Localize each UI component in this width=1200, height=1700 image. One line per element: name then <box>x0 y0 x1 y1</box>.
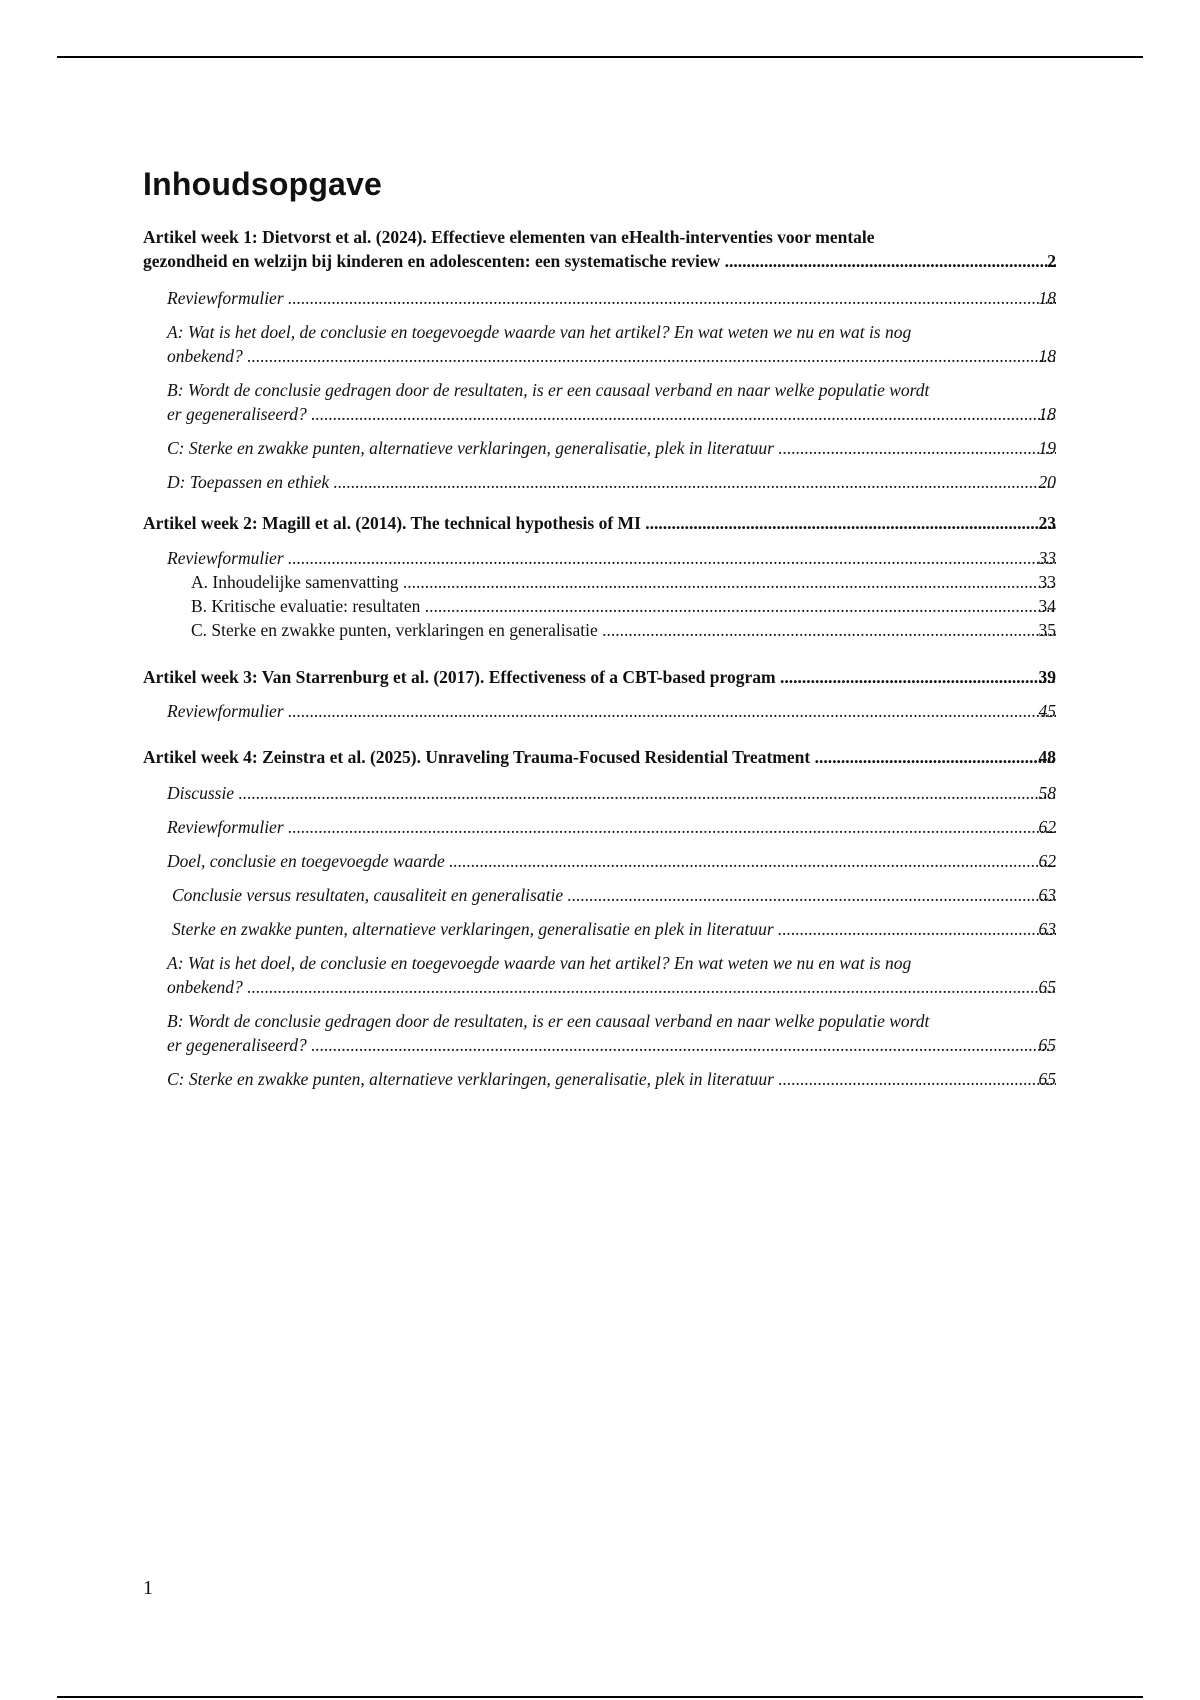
toc-entry-text: Reviewformulier <box>167 701 284 721</box>
toc-entry-page: 35 <box>1038 620 1056 640</box>
toc-entry-text: onbekend? <box>167 346 243 366</box>
toc-entry-page: 33 <box>1038 548 1056 568</box>
toc-entry-text: A. Inhoudelijke samenvatting <box>191 572 399 592</box>
footer-rule <box>57 1696 1143 1698</box>
toc-entry-text: Reviewformulier <box>167 817 284 837</box>
toc-entry[interactable] <box>143 320 1056 368</box>
toc-entry[interactable] <box>143 570 1056 594</box>
toc-entry-text: Sterke en zwakke punten, alternatieve verklaringen, generalisatie en plek in literatuur <box>172 919 774 939</box>
toc-entry[interactable] <box>143 883 1056 907</box>
toc-entry-page: 18 <box>1038 288 1056 308</box>
toc-entry[interactable] <box>143 745 1056 769</box>
toc-entry-page: 20 <box>1038 472 1056 492</box>
toc-entry-page: 62 <box>1038 817 1056 837</box>
toc-entry[interactable] <box>143 594 1056 618</box>
toc-entry-text: er gegeneraliseerd? <box>167 1035 307 1055</box>
toc-entry-page: 48 <box>1038 747 1056 767</box>
toc-title: Inhoudsopgave <box>143 166 383 202</box>
toc-entry[interactable] <box>143 436 1056 460</box>
toc-entry[interactable] <box>143 815 1056 839</box>
toc-entry-page: 63 <box>1038 919 1056 939</box>
toc-entry-page: 18 <box>1038 346 1056 366</box>
toc-entry-page: 19 <box>1038 438 1056 458</box>
toc-entry-page: 18 <box>1038 404 1056 424</box>
toc-entry-page: 65 <box>1038 977 1056 997</box>
toc-entry[interactable] <box>143 546 1056 570</box>
toc-entry-text: Reviewformulier <box>167 288 284 308</box>
toc-entry-text: gezondheid en welzijn bij kinderen en adolescenten: een systematische review <box>143 251 721 271</box>
toc-entry[interactable] <box>143 511 1056 535</box>
toc-entry-page: 65 <box>1038 1035 1056 1055</box>
toc-entry-text-line1: B: Wordt de conclusie gedragen door de resultaten, is er een causaal verband en naar welke populatie wordt <box>167 380 930 400</box>
toc-entry[interactable] <box>143 951 1056 999</box>
toc-entry-text: C: Sterke en zwakke punten, alternatieve verklaringen, generalisatie, plek in literatuur <box>167 438 774 458</box>
toc-entry-text: Artikel week 3: Van Starrenburg et al. (2017). Effectiveness of a CBT-based program <box>143 667 776 687</box>
toc-entry-text: Artikel week 2: Magill et al. (2014). The technical hypothesis of MI <box>143 513 641 533</box>
toc-entry-page: 33 <box>1038 572 1056 592</box>
toc-entry-page: 63 <box>1038 885 1056 905</box>
toc-entry-text: onbekend? <box>167 977 243 997</box>
toc-entry-text: Discussie <box>167 783 235 803</box>
toc-entry-text: Artikel week 4: Zeinstra et al. (2025). Unraveling Trauma-Focused Residential Treatment <box>143 747 811 767</box>
toc-entry-page: 2 <box>1047 251 1056 271</box>
toc-entry-text-line1: B: Wordt de conclusie gedragen door de resultaten, is er een causaal verband en naar welke populatie wordt <box>167 1011 930 1031</box>
toc-entry-text: Doel, conclusie en toegevoegde waarde <box>167 851 445 871</box>
toc-entry-text: er gegeneraliseerd? <box>167 404 307 424</box>
toc-entry-text: C: Sterke en zwakke punten, alternatieve verklaringen, generalisatie, plek in literatuur <box>167 1069 774 1089</box>
toc-entry-text: Conclusie versus resultaten, causaliteit en generalisatie <box>172 885 564 905</box>
toc-entry[interactable] <box>143 1009 1056 1057</box>
page-number: 1 <box>143 1577 153 1599</box>
toc-entry-text: C. Sterke en zwakke punten, verklaringen en generalisatie <box>191 620 598 640</box>
toc-entry-text-line1: A: Wat is het doel, de conclusie en toegevoegde waarde van het artikel? En wat weten we nu en wat is nog <box>167 322 912 342</box>
toc-entry[interactable] <box>143 378 1056 426</box>
toc-entry-text: B. Kritische evaluatie: resultaten <box>191 596 421 616</box>
toc-entry[interactable] <box>143 1067 1056 1091</box>
toc-entry[interactable] <box>143 470 1056 494</box>
toc-entry[interactable] <box>143 849 1056 873</box>
toc-entry-page: 39 <box>1038 667 1056 687</box>
toc-entry-page: 58 <box>1038 783 1056 803</box>
toc-entry[interactable] <box>143 225 1056 273</box>
toc-entry[interactable] <box>143 699 1056 723</box>
toc-entry-page: 65 <box>1038 1069 1056 1089</box>
toc-entry[interactable] <box>143 781 1056 805</box>
toc-entry-text: D: Toepassen en ethiek <box>167 472 330 492</box>
toc-entry[interactable] <box>143 618 1056 642</box>
toc-entry-text: Reviewformulier <box>167 548 284 568</box>
toc-entry-page: 62 <box>1038 851 1056 871</box>
toc-entry[interactable] <box>143 917 1056 941</box>
toc-entry-page: 45 <box>1038 701 1056 721</box>
toc-entry[interactable] <box>143 286 1056 310</box>
toc-entry[interactable] <box>143 665 1056 689</box>
header-rule <box>57 56 1143 58</box>
toc-entry-text-line1: A: Wat is het doel, de conclusie en toegevoegde waarde van het artikel? En wat weten we nu en wat is nog <box>167 953 912 973</box>
toc-entry-page: 23 <box>1038 513 1056 533</box>
table-of-contents <box>143 166 1056 1091</box>
toc-entry-text-line1: Artikel week 1: Dietvorst et al. (2024). Effectieve elementen van eHealth-interventies voor mentale <box>143 227 875 247</box>
toc-entry-page: 34 <box>1038 596 1056 616</box>
